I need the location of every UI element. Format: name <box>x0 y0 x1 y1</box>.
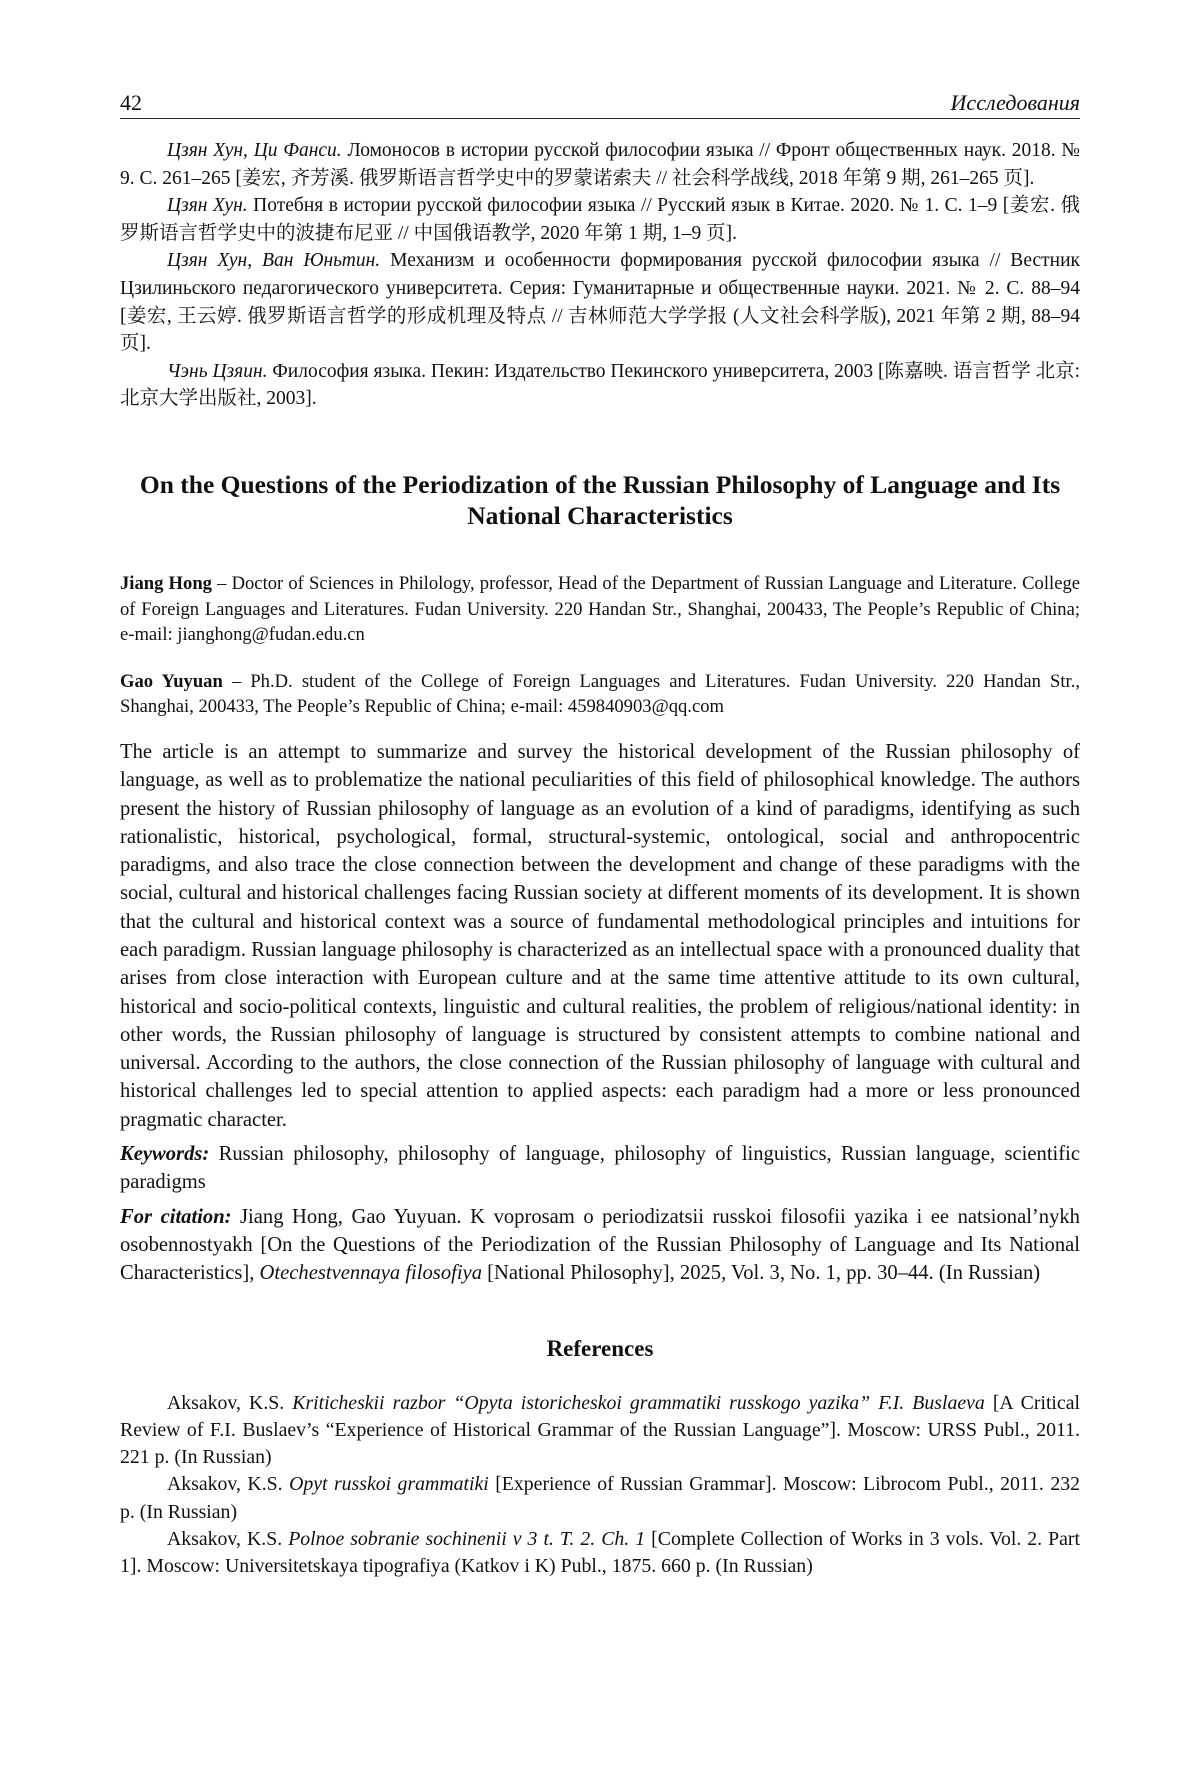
reference-entry <box>120 1526 1080 1581</box>
reference-text: Ломоносов в истории русской философии языка // Фронт общественных наук. 2018. № 9. С. 261–265 [姜宏, 齐芳溪. 俄罗斯语言哲学史中的罗蒙诺索夫 // 社会科学战线, 2018 年第 9 期, 261–265 页]. <box>120 140 1080 189</box>
reference-authors: Цзян Хун, Ци Фанси. <box>167 140 342 161</box>
citation <box>120 1203 1080 1288</box>
reference-entry <box>120 1471 1080 1526</box>
author-info <box>120 571 1080 648</box>
citation-label: For citation: <box>120 1205 232 1228</box>
author-bio: – Doctor of Sciences in Philology, professor, Head of the Department of Russian Language and Literature. College of Foreign Languages and Literatures. Fudan University. 220 Handan Str., Shanghai, 200433, The People’s Republic of China; e-mail: jianghong@fudan.edu.cn <box>120 572 1080 646</box>
keywords <box>120 1140 1080 1197</box>
reference-title: Polnoe sobranie sochinenii v 3 t. T. 2. Ch. 1 <box>288 1528 646 1551</box>
reference-author: Aksakov, K.S. <box>167 1528 289 1551</box>
reference-author: Aksakov, K.S. <box>167 1391 293 1414</box>
reference-details: [Experience of Russian Grammar]. Moscow: Librocom Publ., 2011. 232 p. (In Russian) <box>120 1473 1080 1523</box>
references-continued <box>120 137 1080 413</box>
reference-authors: Цзян Хун. <box>167 195 248 217</box>
reference-entry <box>120 137 1080 192</box>
reference-title: Kriticheskii razbor “Opyta istoricheskoi grammatiki russkogo yazika” F.I. Buslaeva <box>292 1391 985 1414</box>
reference-title: Opyt russkoi grammatiki <box>289 1473 489 1496</box>
citation-journal: Otechestvennaya filosofiya <box>259 1262 482 1285</box>
section-title: Исследования <box>950 90 1080 115</box>
reference-entry <box>120 358 1080 413</box>
abstract: The article is an attempt to summarize and survey the historical development of the Russian philosophy of language, as well as to problematize the national peculiarities of this field of philosophical knowledge. The authors present the history of Russian philosophy of language as an evolution of a kind of paradigms, identifying as such rationalistic, historical, psychological, formal, structural-systemic, ontological, social and anthropocentric paradigms, and also trace the close connection between the development and change of these paradigms with the social, cultural and historical challenges facing Russian society at different moments of its development. It is shown that the cultural and historical context was a source of fundamental methodological principles and intuitions for each paradigm. Russian language philosophy is characterized as an intellectual space with a pronounced duality that arises from close interaction with European culture and at the same time attentive attitude to its own cultural, historical and socio-political contexts, linguistic and cultural realities, the problem of religious/national identity: in other words, the Russian philosophy of language is structured by consistent attempts to combine national and universal. According to the authors, the close connection of the Russian philosophy of language with cultural and historical challenges led to special attention to applied aspects: each paradigm had a more or less pronounced pragmatic character. <box>120 740 1080 1131</box>
reference-authors: Чэнь Цзяин. <box>167 360 268 382</box>
running-header <box>120 82 1080 119</box>
references-heading: References <box>546 1335 654 1361</box>
keywords-text: Russian philosophy, philosophy of language, philosophy of linguistics, Russian language, scientific paradigms <box>120 1143 1080 1194</box>
reference-entry <box>120 247 1080 357</box>
author-name: Gao Yuyuan <box>120 670 223 692</box>
reference-details: [A Critical Review of F.I. Buslaev’s “Experience of Historical Grammar of the Russian Language”]. Moscow: URSS Publ., 2011. 221 p. (In Russian) <box>120 1391 1080 1469</box>
reference-details: [Complete Collection of Works in 3 vols. Vol. 2. Part 1]. Moscow: Universitetskaya tipografiya (Katkov i K) Publ., 1875. 660 p. (In Russian) <box>120 1528 1080 1578</box>
reference-text: Философия языка. Пекин: Издательство Пекинского университета, 2003 [陈嘉映. 语言哲学 北京: 北京大学出版社, 2003]. <box>120 360 1081 410</box>
citation-text-end: [National Philosophy], 2025, Vol. 3, No. 1, pp. 30–44. (In Russian) <box>482 1262 1041 1285</box>
references-list <box>120 1390 1080 1581</box>
reference-text: Потебня в истории русской философии языка // Русский язык в Китае. 2020. № 1. С. 1–9 [姜宏. 俄罗斯语言哲学史中的波捷布尼亚 // 中国俄语教学, 2020 年第 1 期, 1–9 页]. <box>120 195 1080 244</box>
reference-entry <box>120 1390 1080 1472</box>
keywords-label: Keywords: <box>120 1143 210 1166</box>
page-number: 42 <box>120 90 142 115</box>
article-title: On the Questions of the Periodization of the Russian Philosophy of Language and Its National Characteristics <box>139 469 1061 530</box>
reference-text: Механизм и особенности формирования русской философии языка // Вестник Цзилиньского педагогического университета. Серия: Гуманитарные и общественные науки. 2021. № 2. С. 88–94 [姜宏, 王云婷. 俄罗斯语言哲学的形成机理及特点 // 吉林师范大学学报 (人文社会科学版), 2021 年第 2 期, 88–94 页]. <box>120 250 1080 355</box>
reference-entry <box>120 192 1080 247</box>
reference-author: Aksakov, K.S. <box>167 1473 290 1496</box>
author-bio: – Ph.D. student of the College of Foreign Languages and Literatures. Fudan University. 220 Handan Str., Shanghai, 200433, The People’s Republic of China; e-mail: 459840903@qq.com <box>120 670 1080 718</box>
page <box>120 82 1080 1581</box>
citation-text: Jiang Hong, Gao Yuyuan. K voprosam o periodizatsii russkoi filosofii yazika i ee natsional’nykh osobennostyakh [On the Questions of the Periodization of the Russian Philosophy of Language and Its National Characteristics], <box>120 1205 1080 1285</box>
author-name: Jiang Hong <box>120 572 212 594</box>
author-info <box>120 669 1080 720</box>
reference-authors: Цзян Хун, Ван Юньтин. <box>167 250 381 272</box>
